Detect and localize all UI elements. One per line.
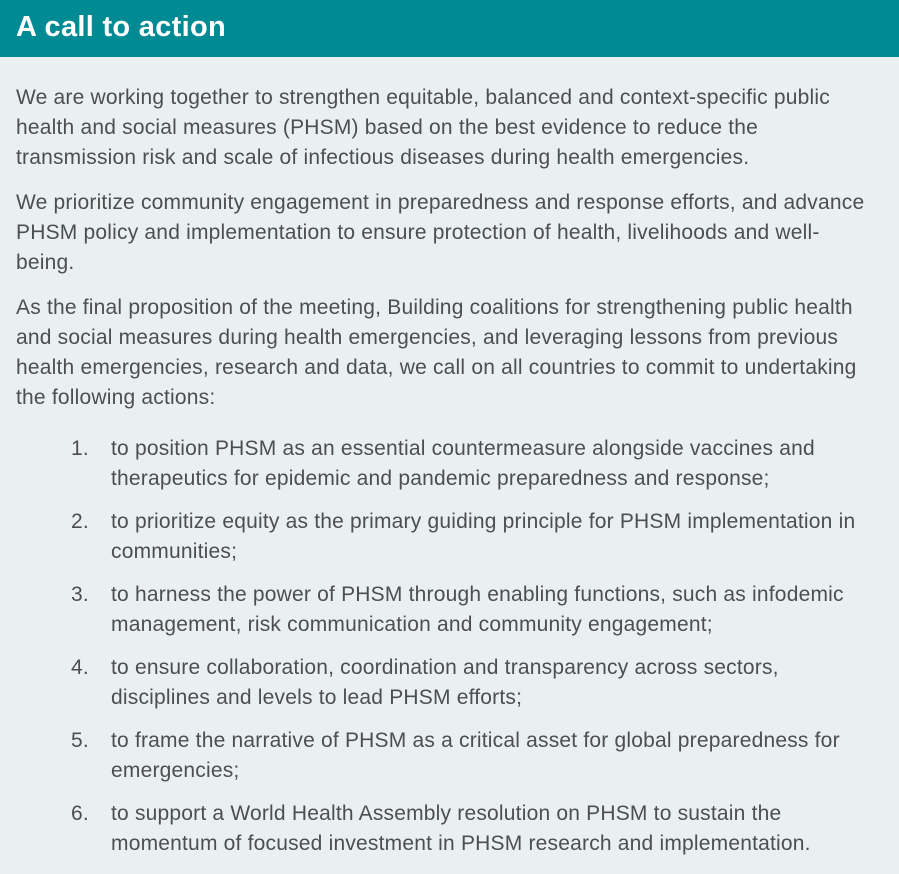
list-item [16, 507, 871, 567]
list-item-number: 1. [71, 437, 89, 460]
actions-list [16, 434, 871, 859]
paragraph-priorities: We prioritize community engagement in preparedness and response efforts, and advance PHSM policy and implementation to ensure protection of health, livelihoods and well-being. [16, 191, 865, 274]
list-item [16, 799, 871, 859]
list-item-number: 6. [71, 802, 89, 825]
section-header-bar [0, 0, 899, 57]
list-item [16, 726, 871, 786]
list-item-number: 2. [71, 510, 89, 533]
list-item [16, 434, 871, 494]
list-item-text: to frame the narrative of PHSM as a critical asset for global preparedness for emergencies; [111, 729, 840, 782]
paragraph-proposition: As the final proposition of the meeting, Building coalitions for strengthening public health and social measures during health emergencies, and leveraging lessons from previous health emergencies, research and data, we call on all countries to commit to undertaking the following actions: [16, 296, 857, 409]
list-item-text: to harness the power of PHSM through enabling functions, such as infodemic management, risk communication and community engagement; [111, 583, 844, 636]
paragraph-intro: We are working together to strengthen equitable, balanced and context-specific public health and social measures (PHSM) based on the best evidence to reduce the transmission risk and scale of infectious diseases during health emergencies. [16, 86, 830, 169]
list-item-text: to ensure collaboration, coordination and transparency across sectors, disciplines and levels to lead PHSM efforts; [111, 656, 779, 709]
list-item-text: to prioritize equity as the primary guiding principle for PHSM implementation in communities; [111, 510, 856, 563]
section-title: A call to action [16, 10, 226, 43]
list-item-text: to support a World Health Assembly resolution on PHSM to sustain the momentum of focused investment in PHSM research and implementation. [111, 802, 811, 855]
list-item-text: to position PHSM as an essential countermeasure alongside vaccines and therapeutics for epidemic and pandemic preparedness and response; [111, 437, 815, 490]
list-item-number: 5. [71, 729, 89, 752]
list-item [16, 653, 871, 713]
list-item [16, 580, 871, 640]
list-item-number: 4. [71, 656, 89, 679]
document-body [0, 57, 899, 859]
list-item-number: 3. [71, 583, 89, 606]
